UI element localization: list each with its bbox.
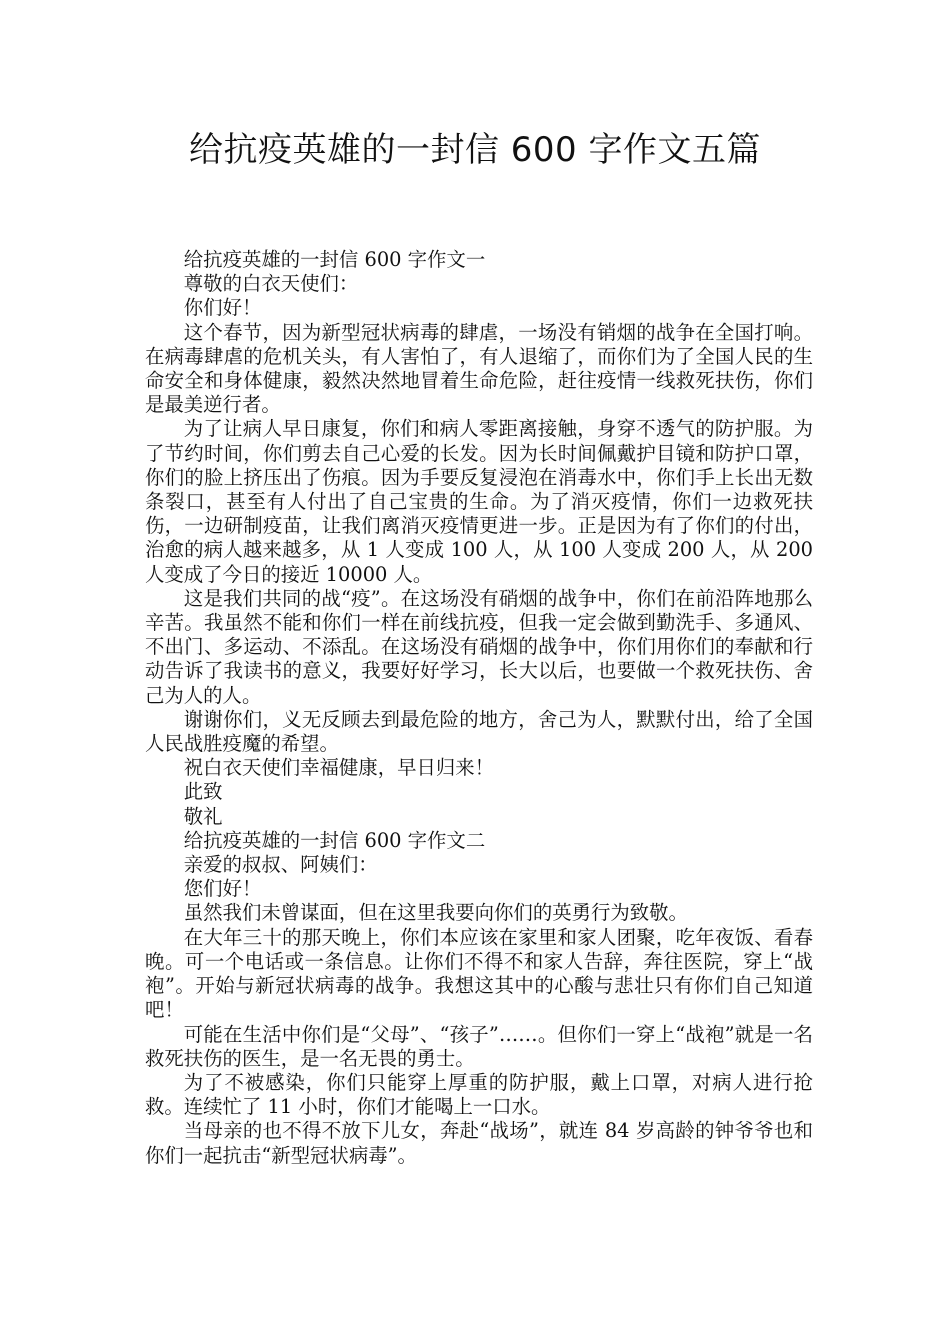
body-paragraph: 为了不被感染，你们只能穿上厚重的防护服，戴上口罩，对病人进行抢救。连续忙了 11 小时，你们才能喝上一口水。 — [145, 1070, 813, 1119]
greeting: 您们好！ — [183, 877, 262, 901]
body-paragraph: 在大年三十的那天晚上，你们本应该在家里和家人团聚，吃年夜饭、看春晚。可一个电话或一条信息。让你们不得不和家人告辞，奔往医院，穿上“战袍”。开始与新冠状病毒的战争。我想这其中的心酸与悲壮只有你们自己知道吧！ — [145, 925, 813, 1022]
body-paragraph: 为了让病人早日康复，你们和病人零距离接触，身穿不透气的防护服。为了节约时间，你们剪去自己心爱的长发。因为长时间佩戴护目镜和防护口罩，你们的脸上挤压出了伤痕。因为手要反复浸泡在消毒水中，你们手上长出无数条裂口，甚至有人付出了自己宝贵的生命。为了消灭疫情，你们一边救死扶伤，一边研制疫苗，让我们离消灭疫情更进一步。正是因为有了你们的付出，治愈的病人越来越多，从 1 人变成 100 人，从 100 人变成 200 人，从 200 人变成了今日的接近 10000 人。 — [145, 417, 813, 586]
body-paragraph: 可能在生活中你们是“父母”、“孩子”……。但你们一穿上“战袍”就是一名救死扶伤的医生，是一名无畏的勇士。 — [145, 1022, 813, 1070]
body-paragraph: 这个春节，因为新型冠状病毒的肆虐，一场没有销烟的战争在全国打响。在病毒肆虐的危机关头，有人害怕了，有人退缩了，而你们为了全国人民的生命安全和身体健康，毅然决然地冒着生命危险，赶往疫情一线救死扶伤，你们是最美逆行者。 — [145, 320, 813, 417]
greeting: 你们好！ — [183, 296, 262, 320]
body-paragraph: 谢谢你们，义无反顾去到最危险的地方，舍己为人，默默付出，给了全国人民战胜疫魔的希望。 — [145, 707, 813, 756]
document-body — [145, 248, 813, 1168]
essay-two-heading: 给抗疫英雄的一封信 600 字作文二 — [183, 828, 486, 852]
body-paragraph: 这是我们共同的战“疫”。在这场没有硝烟的战争中，你们在前沿阵地那么辛苦。我虽然不能和你们一样在前线抗疫，但我一定会做到勤洗手、多通风、不出门、多运动、不添乱。在这场没有硝烟的战争中，你们用你们的奉献和行动告诉了我读书的意义，我要好好学习，长大以后，也要做一个救死扶伤、舍己为人的人。 — [145, 586, 813, 707]
closing-wish: 祝白衣天使们幸福健康，早日归来！ — [183, 756, 495, 780]
salutation: 亲爱的叔叔、阿姨们： — [183, 853, 378, 877]
closing-salute: 敬礼 — [183, 804, 223, 828]
essay-one-heading: 给抗疫英雄的一封信 600 字作文一 — [183, 248, 486, 271]
document-title: 给抗疫英雄的一封信 600 字作文五篇 — [188, 130, 761, 170]
salutation: 尊敬的白衣天使们： — [183, 272, 359, 296]
closing-phrase: 此致 — [183, 780, 223, 804]
body-paragraph: 当母亲的也不得不放下儿女，奔赴“战场”，就连 84 岁高龄的钟爷爷也和你们一起抗击“新型冠状病毒”。 — [145, 1119, 813, 1167]
body-paragraph: 虽然我们未曾谋面，但在这里我要向你们的英勇行为致敬。 — [183, 901, 688, 925]
